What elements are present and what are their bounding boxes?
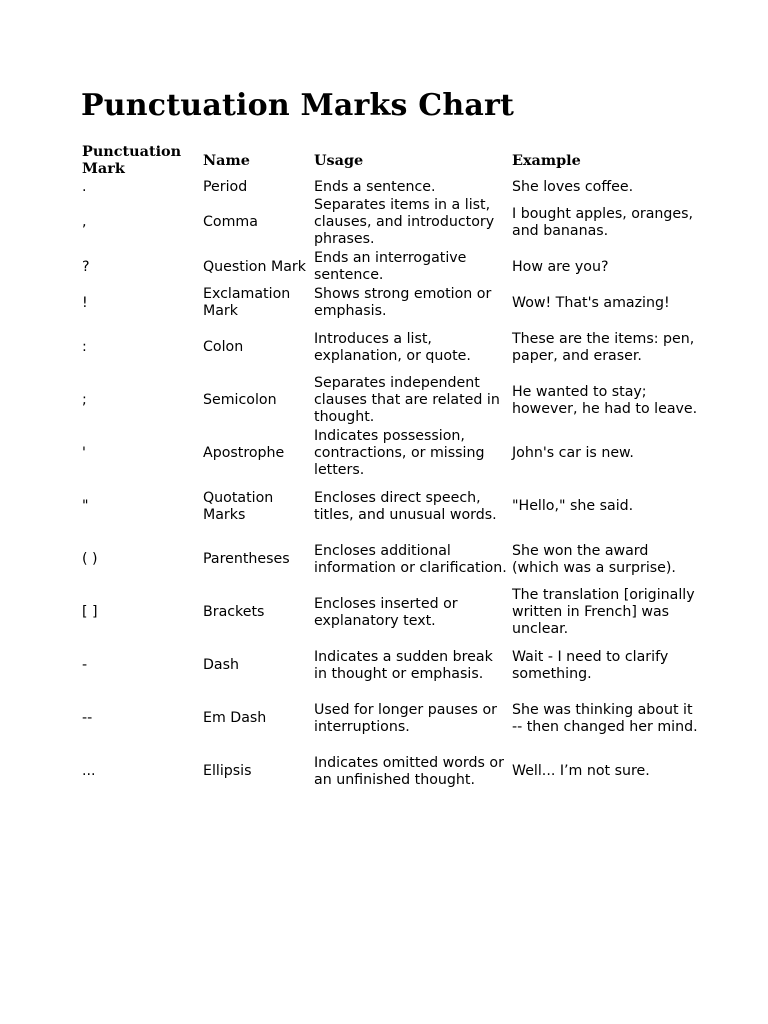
punctuation-table [80, 142, 700, 798]
cell-usage: Separates items in a list, clauses, and introductory phrases. [314, 197, 495, 247]
cell-example: She loves coffee. [512, 178, 634, 195]
cell-name: Apostrophe [203, 445, 285, 461]
cell-example: The translation [originally written in French] was unclear. [512, 587, 695, 637]
table-row [80, 586, 700, 639]
cell-mark: ... [82, 763, 96, 779]
cell-name: Ellipsis [203, 763, 252, 779]
cell-mark: - [82, 657, 88, 673]
cell-example: Well... I’m not sure. [512, 763, 650, 779]
cell-mark: [ ] [82, 604, 98, 620]
cell-name: Exclamation Mark [203, 286, 291, 319]
cell-name: Period [203, 178, 248, 195]
header-name: Name [203, 151, 250, 169]
table-row [80, 321, 700, 374]
cell-mark: " [82, 498, 89, 514]
table-row [80, 745, 700, 798]
cell-example: Wait - I need to clarify something. [512, 648, 669, 682]
cell-name: Comma [203, 214, 258, 230]
table-row [80, 639, 700, 692]
cell-usage: Indicates possession, contractions, or missing letters. [314, 428, 485, 478]
table-row [80, 249, 700, 285]
cell-mark: -- [82, 710, 93, 726]
cell-name: Parentheses [203, 551, 290, 567]
cell-mark: ( ) [82, 551, 98, 567]
cell-example: "Hello," she said. [512, 498, 634, 514]
table-header-row [80, 142, 700, 178]
table-row [80, 692, 700, 745]
cell-mark: ' [82, 445, 86, 461]
cell-usage: Ends an interrogative sentence. [314, 250, 467, 283]
table-row [80, 374, 700, 427]
cell-mark: : [82, 339, 87, 355]
cell-mark: . [82, 178, 87, 195]
table-row [80, 285, 700, 321]
cell-name: Question Mark [203, 258, 306, 275]
cell-usage: Introduces a list, explanation, or quote. [314, 330, 471, 364]
cell-example: She was thinking about it -- then changed her mind. [512, 701, 698, 735]
table-row [80, 427, 700, 480]
cell-mark: ? [82, 258, 90, 275]
cell-mark: , [82, 214, 87, 230]
cell-usage: Encloses inserted or explanatory text. [314, 595, 458, 629]
cell-usage: Encloses direct speech, titles, and unusual words. [314, 489, 497, 523]
cell-example: How are you? [512, 258, 609, 275]
cell-example: She won the award (which was a surprise). [512, 542, 676, 576]
cell-name: Dash [203, 657, 240, 673]
cell-usage: Shows strong emotion or emphasis. [314, 286, 492, 319]
header-punctuation-mark: Punctuation Mark [82, 143, 182, 177]
cell-usage: Separates independent clauses that are related in thought. [314, 375, 500, 425]
cell-name: Colon [203, 339, 244, 355]
table-row [80, 178, 700, 196]
cell-usage: Used for longer pauses or interruptions. [314, 701, 497, 735]
header-example: Example [512, 151, 581, 169]
cell-example: These are the items: pen, paper, and eraser. [512, 330, 695, 364]
cell-example: Wow! That's amazing! [512, 294, 670, 311]
cell-example: He wanted to stay; however, he had to leave. [512, 383, 698, 417]
table-row [80, 533, 700, 586]
cell-name: Semicolon [203, 392, 277, 408]
cell-usage: Indicates omitted words or an unfinished thought. [314, 754, 504, 788]
cell-mark: ! [82, 294, 88, 311]
cell-name: Brackets [203, 604, 265, 620]
cell-example: I bought apples, oranges, and bananas. [512, 205, 694, 239]
header-usage: Usage [314, 151, 364, 169]
cell-name: Em Dash [203, 710, 267, 726]
page-title: Punctuation Marks Chart [81, 88, 515, 123]
cell-usage: Ends a sentence. [314, 178, 436, 195]
table-row [80, 480, 700, 533]
cell-usage: Indicates a sudden break in thought or emphasis. [314, 648, 493, 682]
cell-name: Quotation Marks [203, 489, 274, 523]
cell-example: John's car is new. [512, 445, 634, 461]
cell-mark: ; [82, 392, 87, 408]
cell-usage: Encloses additional information or clarification. [314, 542, 507, 576]
table-row [80, 196, 700, 249]
